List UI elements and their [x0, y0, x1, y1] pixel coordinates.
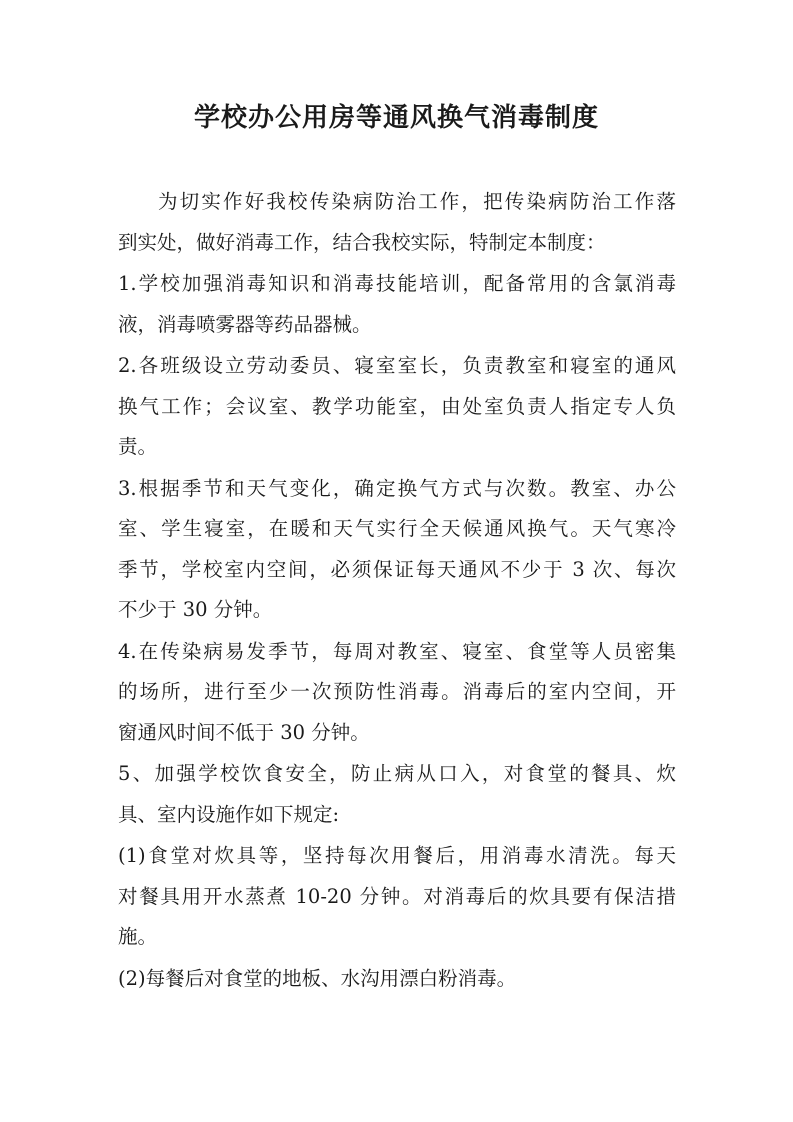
paragraph-line: 为切实作好我校传染病防治工作，把传染病防治工作落 — [158, 190, 676, 213]
paragraph-line: 室、学生寝室，在暖和天气实行全天候通风换气。天气寒冷 — [118, 517, 676, 540]
paragraph-line: 2.各班级设立劳动委员、寝室室长，负责教室和寝室的通风 — [118, 354, 676, 377]
paragraph — [118, 469, 676, 631]
paragraph — [118, 754, 676, 835]
paragraph-line: 液，消毒喷雾器等药品器械。 — [118, 312, 372, 336]
paragraph — [118, 632, 676, 754]
paragraph-line: 到实处，做好消毒工作，结合我校实际，特制定本制度： — [118, 230, 606, 254]
paragraph-line: 3.根据季节和天气变化，确定换气方式与次数。教室、办公 — [118, 476, 676, 500]
paragraph-line: 换气工作；会议室、教学功能室，由处室负责人指定专人负 — [118, 394, 676, 418]
paragraph — [118, 264, 676, 345]
paragraph-line: 窗通风时间不低于 30 分钟。 — [118, 720, 370, 744]
paragraph-line: 季节，学校室内空间，必须保证每天通风不少于 3 次、每次 — [118, 557, 676, 581]
paragraph-line: 对餐具用开水蒸煮 10-20 分钟。对消毒后的炊具要有保洁措 — [118, 884, 676, 908]
paragraph-line: 具、室内设施作如下规定: — [118, 802, 340, 826]
paragraph — [118, 182, 676, 263]
paragraph-line: 的场所，进行至少一次预防性消毒。消毒后的室内空间，开 — [118, 680, 676, 703]
paragraph-line: (1)食堂对炊具等，坚持每次用餐后，用消毒水清洗。每天 — [118, 844, 676, 867]
paragraph-line: (2)每餐后对食堂的地板、水沟用漂白粉消毒。 — [118, 966, 517, 990]
paragraph — [118, 346, 676, 468]
paragraph-line: 1.学校加强消毒知识和消毒技能培训，配备常用的含氯消毒 — [118, 272, 676, 295]
paragraph-line: 4.在传染病易发季节，每周对教室、寝室、食堂等人员密集 — [118, 639, 676, 663]
paragraph-line: 不少于 30 分钟。 — [118, 598, 273, 621]
document-body — [118, 182, 676, 1000]
paragraph — [118, 836, 676, 958]
paragraph — [118, 959, 676, 1000]
paragraph-line: 5、加强学校饮食安全，防止病从口入，对食堂的餐具、炊 — [118, 762, 676, 785]
document-title: 学校办公用房等通风换气消毒制度 — [193, 103, 599, 133]
paragraph-line: 责。 — [118, 435, 158, 458]
paragraph-line: 施。 — [118, 925, 158, 948]
